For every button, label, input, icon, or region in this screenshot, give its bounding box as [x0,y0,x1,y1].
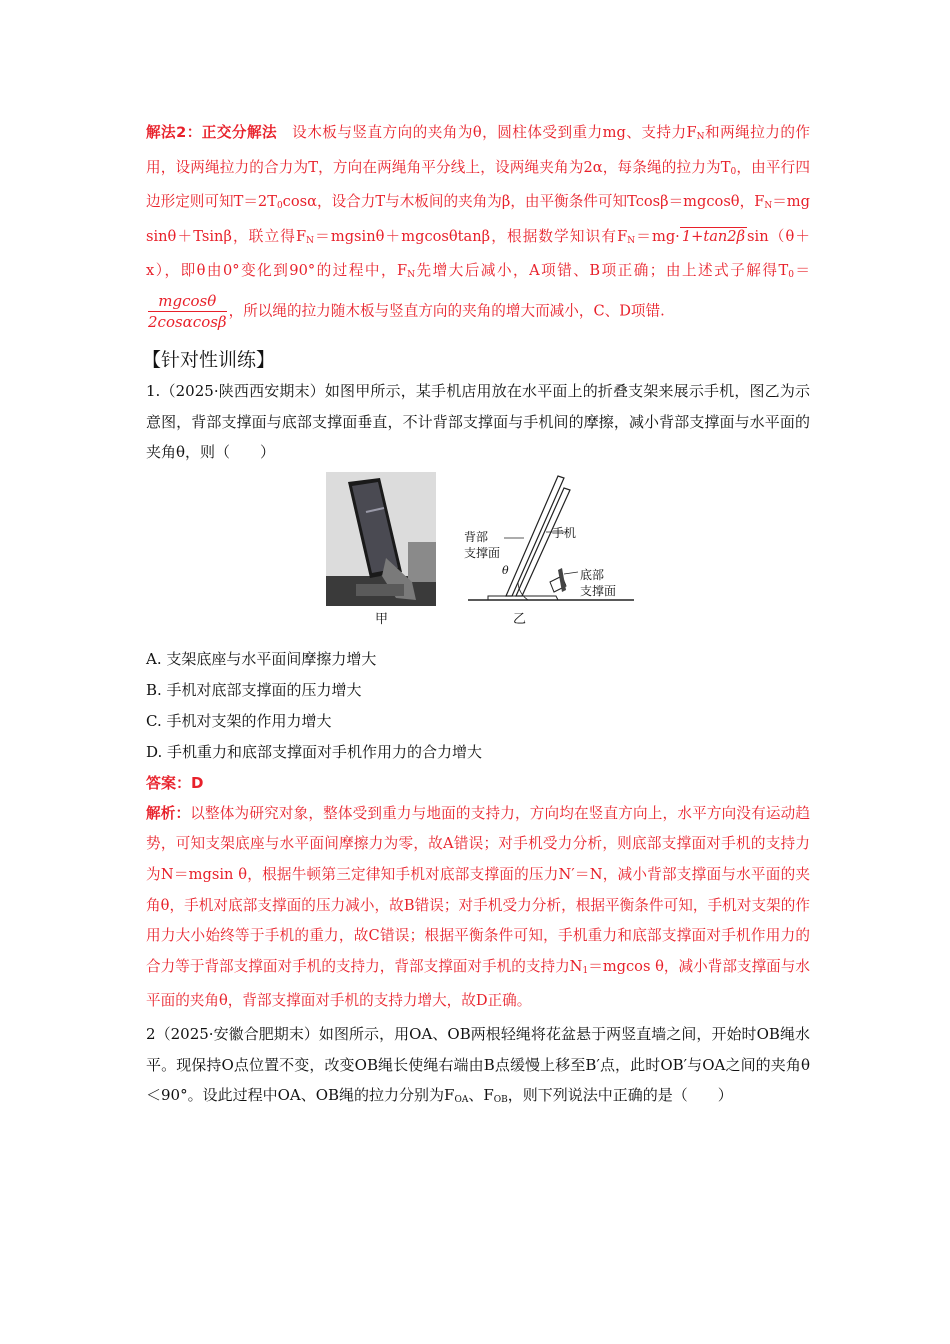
question-1-figure [146,472,810,642]
option-a: A. 支架底座与水平面间摩擦力增大 [146,649,377,668]
label-theta: θ [502,563,509,577]
sqrt-expression: 1+tan⁨2β [681,227,746,245]
label-back-support-2: 支撑面 [464,545,501,560]
question-1-stem: 1.（2025·陕西西安期末）如图甲所示，某手机店用放在水平面上的折叠支架来展示手机，图乙为示意图，背部支撑面与底部支撑面垂直，不计背部支撑面与手机间的摩擦，减小背部支撑面与水平面的夹角θ，则（ ） [146,381,810,462]
option-d: D. 手机重力和底部支撑面对手机作用力的合力增大 [146,742,483,761]
section-title: 【针对性训练】 [142,348,276,371]
option-c: C. 手机对支架的作用力增大 [146,711,332,730]
figure-label-yi: 乙 [513,611,527,627]
figure-label-jia: 甲 [375,611,389,627]
tension-fraction: $\frac{mgcos\theta}{2\cos\alpha\cos\beta}$ [148,291,227,331]
solution-2-label: 解法2：正交分解法 [146,124,278,141]
question-2-stem: 2（2025·安徽合肥期末）如图所示，用OA、OB两根轻绳将花盆悬于两竖直墙之间，开始时OB绳水平。现保持O点位置不变，改变OB绳长使绳右端由B点缓慢上移至B′点，此时OB′与OA之间的夹角θ＜90°。设此过程中OA、OB绳的拉力分别为$F_{OA}$、$F_{OB}$，则下列说法中正确的是（ ） [146,1024,810,1106]
phone-stand-photo [326,472,436,606]
answer: 答案：D [146,773,204,792]
label-bottom-support-1: 底部 [580,567,605,582]
option-b: B. 手机对底部支撑面的压力增大 [146,680,362,699]
label-bottom-support-2: 支撑面 [580,583,617,598]
analysis-label: 解析： [146,804,191,822]
label-phone: 手机 [552,525,577,540]
label-back-support-1: 背部 [464,529,489,544]
solution-2-paragraph: 解法2：正交分解法 设木板与竖直方向的夹角为θ，圆柱体受到重力mg、支持力$F_N$和两绳拉力的作用，设两绳拉力的合力为T，方向在两绳角平分线上，设两绳夹角为2α，每条绳的拉力为$T_0$，由平行四边形定则可知$T=2T_0\cos\alpha$，设合力T与木板间的夹角为β，由平衡条件可知Tcosβ＝mgcosθ，$F_N=mgsin\theta+Tsin\beta$，联立得$F_N=mgsin\theta+mgcos\theta\tan\beta$，根据数学知识有$F_N=mg\cdot$ 1+tan⁨2β sin（θ＋x），即θ由0°变化到90°的过程中，$F_N$先增大后减小，A项错、B项正确；由上述式子解得$T_0=$ $\frac{mgcos\theta}{2\cos\alpha\cos\beta}$ ，所以绳的拉力随木板与竖直方向的夹角的增大而减小，C、D项错. [146,124,811,331]
analysis-paragraph: 解析：以整体为研究对象，整体受到重力与地面的支持力，方向均在竖直方向上，水平方向没有运动趋势，可知支架底座与水平面间摩擦力为零，故A错误；对手机受力分析，则底部支撑面对手机的支持力为N＝mgsin θ，根据牛顿第三定律知手机对底部支撑面的压力N′＝N，减小背部支撑面与水平面的夹角θ，手机对底部支撑面的压力减小，故B错误；对手机受力分析，根据平衡条件可知，手机对支架的作用力大小始终等于手机的重力，故C错误；根据平衡条件可知，手机重力和底部支撑面对手机作用力的合力等于背部支撑面对手机的支持力，背部支撑面对手机的支持力$N_1=mgcos$ θ，减小背部支撑面与水平面的夹角θ，背部支撑面对手机的支持力增大，故D正确。 [146,804,810,1010]
page-content [142,118,811,1116]
